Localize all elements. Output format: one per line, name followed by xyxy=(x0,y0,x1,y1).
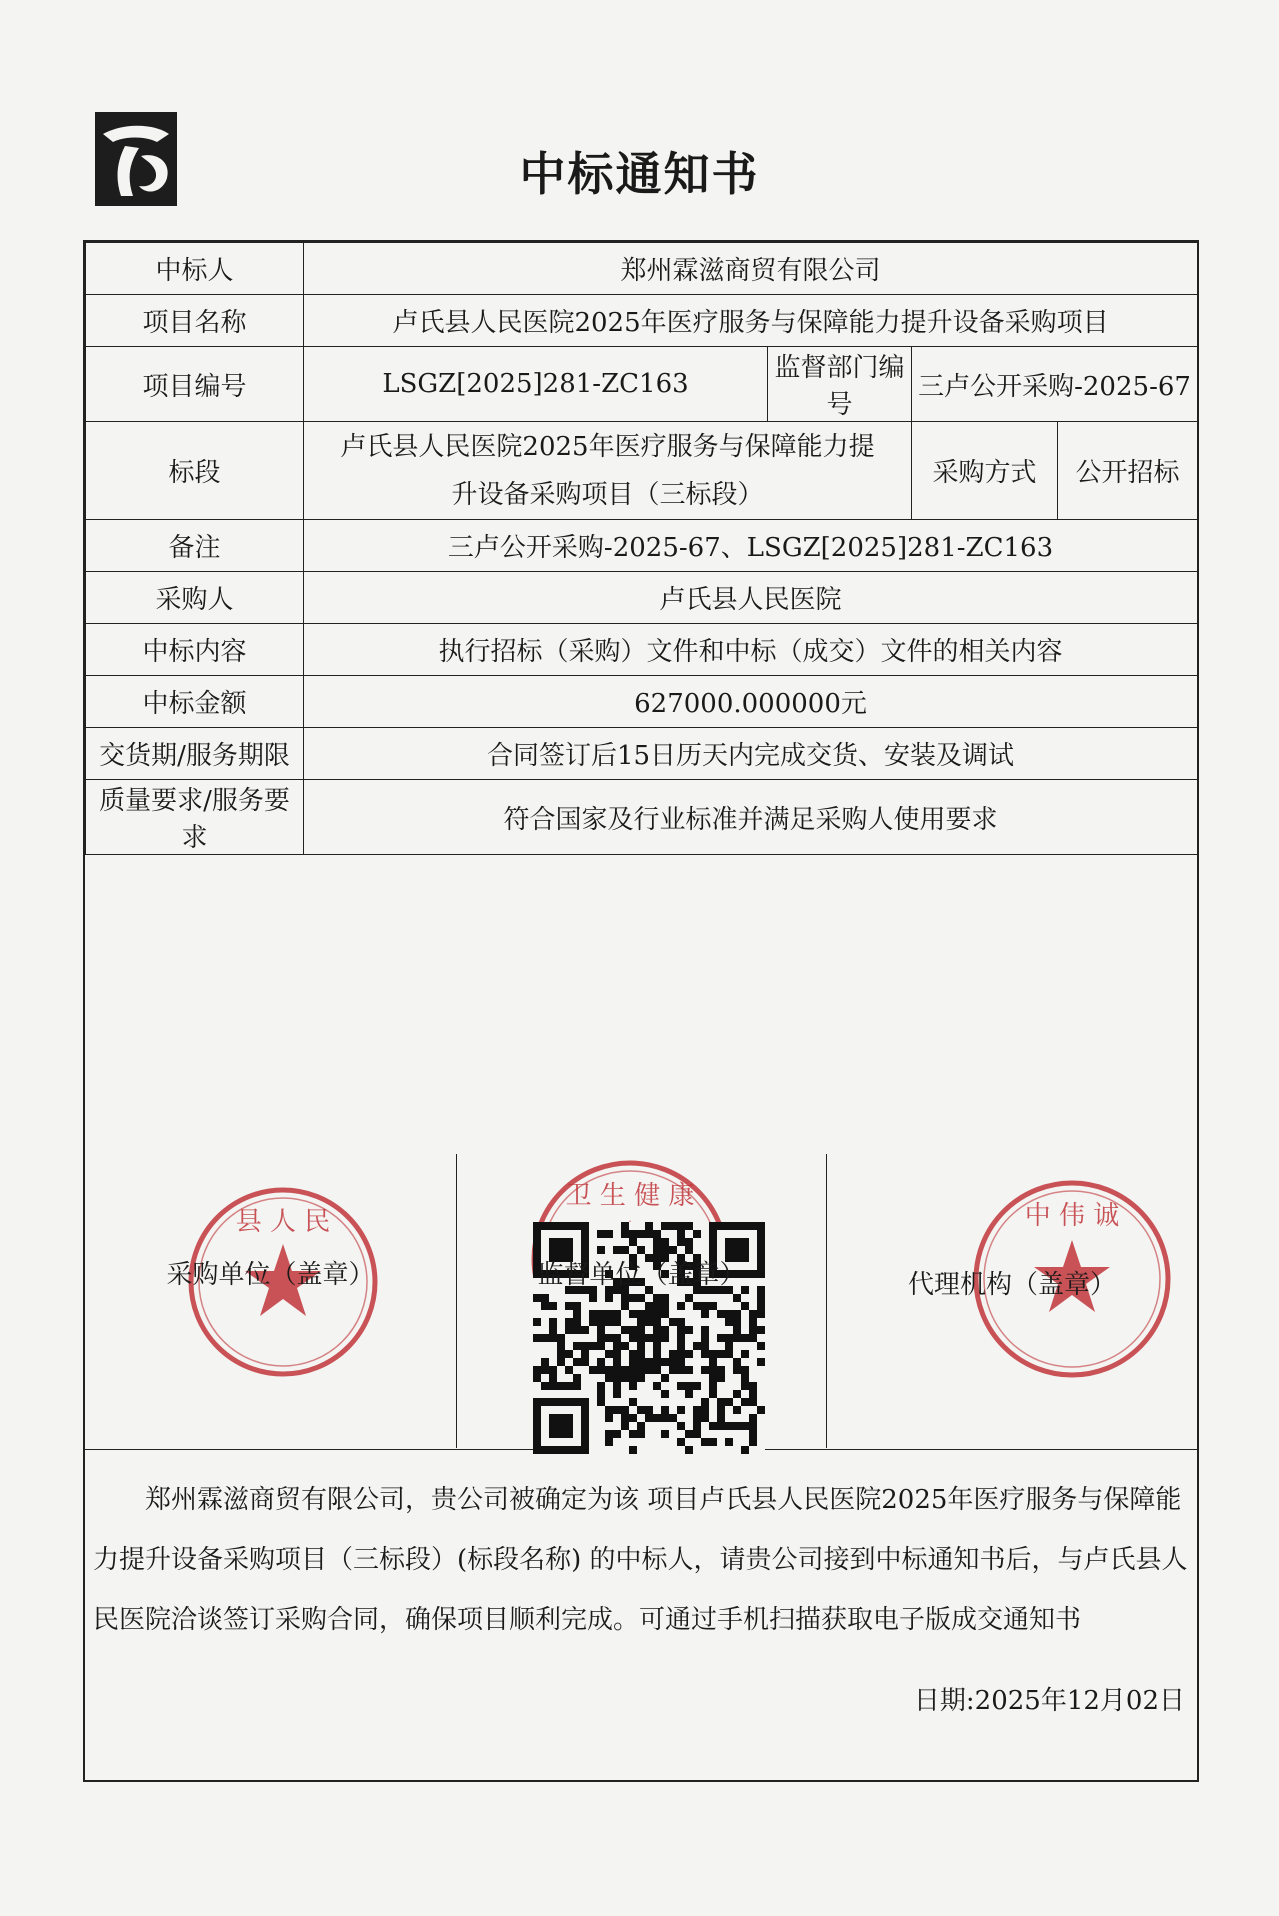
project-no-value: LSGZ[2025]281-ZC163 xyxy=(304,347,768,422)
svg-text:卫 生 健 康: 卫 生 健 康 xyxy=(565,1181,695,1211)
purchaser-value: 卢氏县人民医院 xyxy=(304,572,1198,624)
svg-text:中 伟 诚: 中 伟 诚 xyxy=(1024,1201,1120,1231)
page-title: 中标通知书 xyxy=(519,147,760,201)
table-row xyxy=(86,295,1198,347)
purchaser-stamp-label: 采购单位（盖章） xyxy=(166,1260,375,1290)
notice-paragraph xyxy=(85,1470,1197,1650)
notice-text: 郑州霖滋商贸有限公司，贵公司被确定为该 项目卢氏县人民医院2025年医疗服务与保障能力提升设备采购项目（三标段）(标段名称) 的中标人，请贵公司接到中标通知书后，与卢氏县人民医院洽谈签订采购合同，确保项目顺利完成。可通过手机扫描获取电子版成交通知书 xyxy=(93,1485,1188,1635)
purchaser-stamp-cell xyxy=(85,1154,457,1448)
supervisor-stamp-label: 监督单位（盖章） xyxy=(537,1260,746,1290)
procurement-method-value: 公开招标 xyxy=(1058,422,1198,520)
table-row xyxy=(86,728,1198,780)
agency-stamp-cell xyxy=(827,1154,1197,1448)
delivery-label: 交货期/服务期限 xyxy=(86,728,304,780)
lot-value xyxy=(304,422,912,520)
table-row xyxy=(86,572,1198,624)
project-name-value: 卢氏县人民医院2025年医疗服务与保障能力提升设备采购项目 xyxy=(304,295,1198,347)
lot-value-line1: 卢氏县人民医院2025年医疗服务与保障能力提 xyxy=(340,431,875,462)
table-row xyxy=(86,780,1198,855)
award-amount-label: 中标金额 xyxy=(86,676,304,728)
award-info-table xyxy=(85,242,1198,855)
award-amount-value: 627000.000000元 xyxy=(304,676,1198,728)
supervision-no-value: 三卢公开采购-2025-67 xyxy=(912,347,1198,422)
table-row xyxy=(86,243,1198,295)
quality-value: 符合国家及行业标准并满足采购人使用要求 xyxy=(304,780,1198,855)
purchaser-label: 采购人 xyxy=(86,572,304,624)
agency-stamp-label: 代理机构（盖章） xyxy=(907,1270,1116,1300)
table-row xyxy=(86,676,1198,728)
award-content-label: 中标内容 xyxy=(86,624,304,676)
procurement-method-label: 采购方式 xyxy=(912,422,1058,520)
svg-text:县 人 民: 县 人 民 xyxy=(235,1207,331,1237)
remark-value: 三卢公开采购-2025-67、LSGZ[2025]281-ZC163 xyxy=(304,520,1198,572)
project-name-label: 项目名称 xyxy=(86,295,304,347)
winner-value: 郑州霖滋商贸有限公司 xyxy=(304,243,1198,295)
table-row xyxy=(86,347,1198,422)
quality-label: 质量要求/服务要求 xyxy=(86,780,304,855)
project-no-label: 项目编号 xyxy=(86,347,304,422)
delivery-value: 合同签订后15日历天内完成交货、安装及调试 xyxy=(304,728,1198,780)
notice-frame xyxy=(83,240,1199,1782)
supervision-no-label: 监督部门编号 xyxy=(768,347,912,422)
lot-label: 标段 xyxy=(86,422,304,520)
award-content-value: 执行招标（采购）文件和中标（成交）文件的相关内容 xyxy=(304,624,1198,676)
table-row xyxy=(86,624,1198,676)
remark-label: 备注 xyxy=(86,520,304,572)
notice-date: 日期:2025年12月02日 xyxy=(913,1686,1185,1716)
table-row xyxy=(86,520,1198,572)
table-row xyxy=(86,422,1198,520)
winner-label: 中标人 xyxy=(86,243,304,295)
lot-value-line2: 升设备采购项目（三标段） xyxy=(451,479,764,510)
